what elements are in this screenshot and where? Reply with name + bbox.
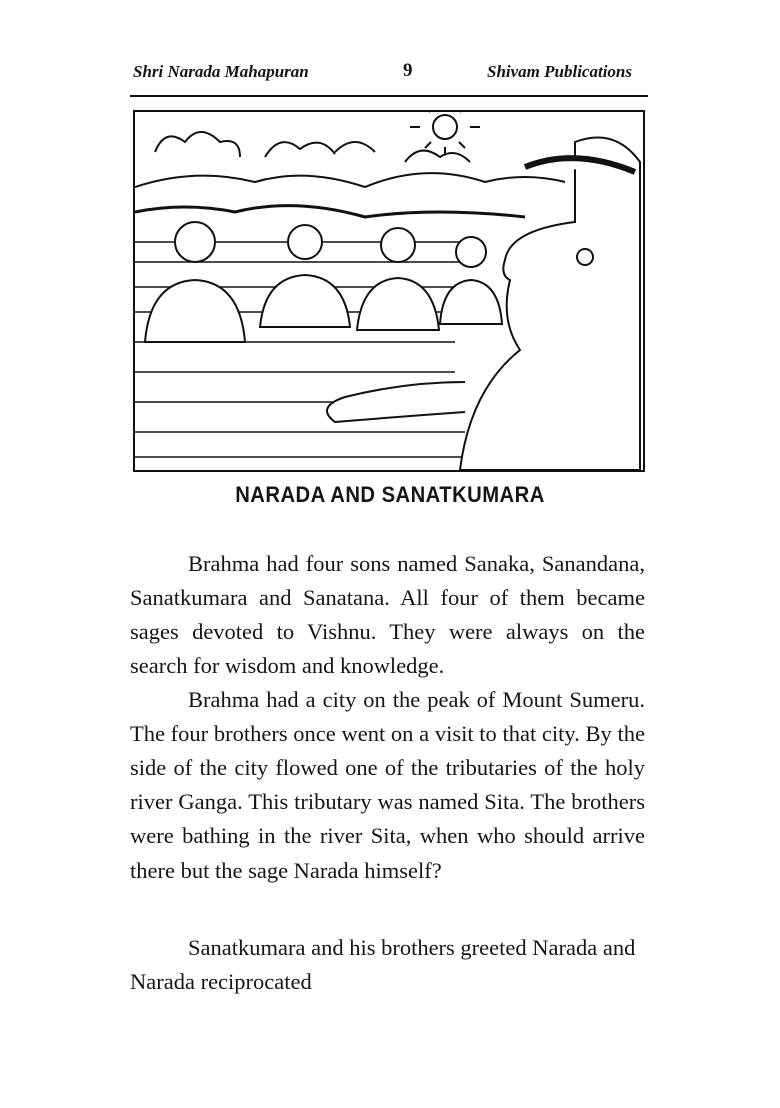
sage-figure-3 (357, 228, 439, 330)
running-header-publisher: Shivam Publications (487, 62, 632, 81)
cloud-icon (405, 151, 470, 162)
cloud-icon (335, 142, 375, 152)
running-header-book-title: Shri Narada Mahapuran (133, 62, 309, 81)
cloud-icon (155, 132, 240, 157)
hills (135, 173, 565, 187)
body-paragraph: Brahma had four sons named Sanaka, Sanandana, Sanatkumara and Sanatana. All four of them became sages devoted to Vishnu. They were always on the search for wisdom and knowledge. (130, 550, 645, 679)
treeline (135, 206, 525, 217)
river-lines (135, 242, 465, 457)
chapter-title: NARADA AND SANATKUMARA (235, 482, 545, 507)
body-paragraph: Sanatkumara and his brothers greeted Narada and Narada reciprocated (130, 934, 636, 994)
sage-figure-4 (440, 237, 502, 324)
header-rule (130, 95, 648, 97)
sun-icon (410, 112, 480, 155)
illustration-sages-bathing (133, 110, 645, 472)
cloud-icon (265, 142, 335, 157)
sage-figure-1 (145, 222, 245, 342)
sage-figure-2 (260, 225, 350, 327)
page-number: 9 (403, 60, 413, 81)
body-paragraph: Brahma had a city on the peak of Mount Sumeru. The four brothers once went on a visit to that city. By the side of the city flowed one of the tributaries of the holy river Ganga. This tributary was named Sita. The brothers were bathing in the river Sita, when who should arrive there but the sage Narada himself? (130, 686, 645, 883)
